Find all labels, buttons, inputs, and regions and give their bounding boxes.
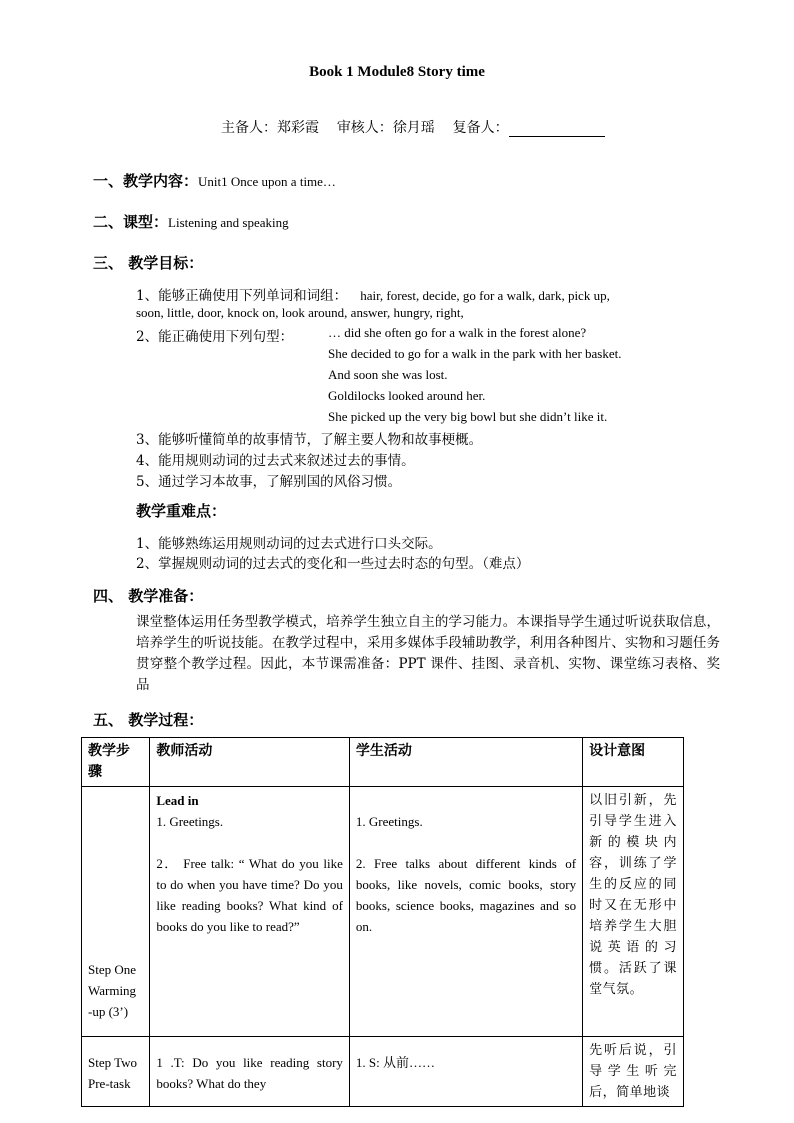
main-preparer-name: 郑彩霞: [277, 120, 319, 136]
sentence-2: She decided to go for a walk in the park with her basket.: [328, 346, 622, 361]
process-table: [81, 737, 684, 1107]
student-cell-2: 1. S: 从前……: [349, 1037, 582, 1107]
document-title: Book 1 Module8 Story time: [309, 64, 485, 80]
goal-5: 5、通过学习本故事，了解别国的风俗习惯。: [136, 474, 402, 490]
key-point-2: 2、掌握规则动词的过去式的变化和一些过去时态的句型。（难点）: [136, 556, 530, 572]
table-row: [82, 787, 684, 1037]
goal-1-words-line2: soon, little, door, knock on, look around, answer, hungry, right,: [136, 305, 464, 320]
teacher-free-talk: 2． Free talk: “ What do you like to do when you have time? Do you like reading books? What kind of books do you like to read?”: [156, 856, 343, 934]
section-4-heading: 四、 教学准备：: [93, 587, 204, 605]
sentence-4: Goldilocks looked around her.: [328, 388, 486, 403]
table-header-row: [82, 738, 684, 787]
goal-1: [136, 284, 720, 304]
student-cell-1: [349, 787, 582, 1037]
intent-cell-2: 先听后说，引导学生听完后，简单地谈: [583, 1037, 684, 1107]
key-points-heading: 教学重难点：: [136, 502, 227, 520]
co-preparer-blank: [509, 122, 605, 137]
step-one-cell: Step One Warming -up (3’): [82, 787, 150, 1037]
teacher-cell-2: 1 .T: Do you like reading story books? What do they: [150, 1037, 350, 1107]
goal-1-words: hair, forest, decide, go for a walk, dark, pick up,: [360, 288, 610, 303]
reviewer-label: 审核人：: [336, 120, 393, 136]
section-2-heading: 二、课型：: [93, 213, 169, 231]
section-3-heading: 三、 教学目标：: [93, 254, 204, 272]
lead-in-title: Lead in: [156, 793, 199, 808]
header-step: 教学步骤: [82, 738, 150, 787]
section-2-content: Listening and speaking: [168, 215, 289, 230]
section-1-heading: 一、教学内容：: [93, 172, 199, 190]
section-1-content: Unit1 Once upon a time…: [198, 174, 336, 189]
sentence-5: She picked up the very big bowl but she didn’t like it.: [328, 409, 608, 424]
section-5-heading: 五、 教学过程：: [93, 711, 204, 729]
section-2: [93, 211, 289, 232]
step-two-cell: Step Two Pre-task: [82, 1037, 150, 1107]
goal-4: 4、能用规则动词的过去式来叙述过去的事情。: [136, 453, 415, 469]
teacher-cell-1: [150, 787, 350, 1037]
goal-1-prefix: 1、能够正确使用下列单词和词组：: [136, 288, 348, 304]
sentence-1: … did she often go for a walk in the forest alone?: [328, 325, 587, 340]
preparers-line: [221, 117, 605, 137]
sentence-3: And soon she was lost.: [328, 367, 448, 382]
table-row: [82, 1037, 684, 1107]
section-1: [93, 170, 336, 191]
co-preparer-label: 复备人：: [452, 120, 509, 136]
header-intent: 设计意图: [583, 738, 684, 787]
student-greetings: 1. Greetings.: [355, 814, 423, 829]
intent-cell-1: 以旧引新，先引导学生进入新的模块内容，训练了学生的反应的同时又在无形中培养学生大胆说英语的习惯。活跃了课堂气氛。: [583, 787, 684, 1037]
teacher-greetings: 1. Greetings.: [156, 814, 224, 829]
main-preparer-label: 主备人：: [221, 120, 277, 136]
student-free-talk: 2. Free talks about different kinds of books, like novels, comic books, story books, science books, magazines and so on.: [355, 856, 577, 934]
header-teacher: 教师活动: [150, 738, 350, 787]
header-student: 学生活动: [349, 738, 582, 787]
section-4-text: 课堂整体运用任务型教学模式，培养学生独立自主的学习能力。本课指导学生通过听说获取信息，培养学生的听说技能。在教学过程中，采用多媒体手段辅助教学，利用各种图片、实物和习题任务贯穿整个教学过程。因此，本节课需准备：PPT 课件、挂图、录音机、实物、课堂练习表格、奖品: [136, 614, 720, 693]
key-point-1: 1、能够熟练运用规则动词的过去式进行口头交际。: [136, 536, 442, 552]
reviewer-name: 徐月瑶: [392, 120, 435, 136]
goal-2-prefix: 2、能正确使用下列句型：: [136, 329, 294, 345]
goal-3: 3、能够听懂简单的故事情节，了解主要人物和故事梗概。: [136, 432, 483, 448]
